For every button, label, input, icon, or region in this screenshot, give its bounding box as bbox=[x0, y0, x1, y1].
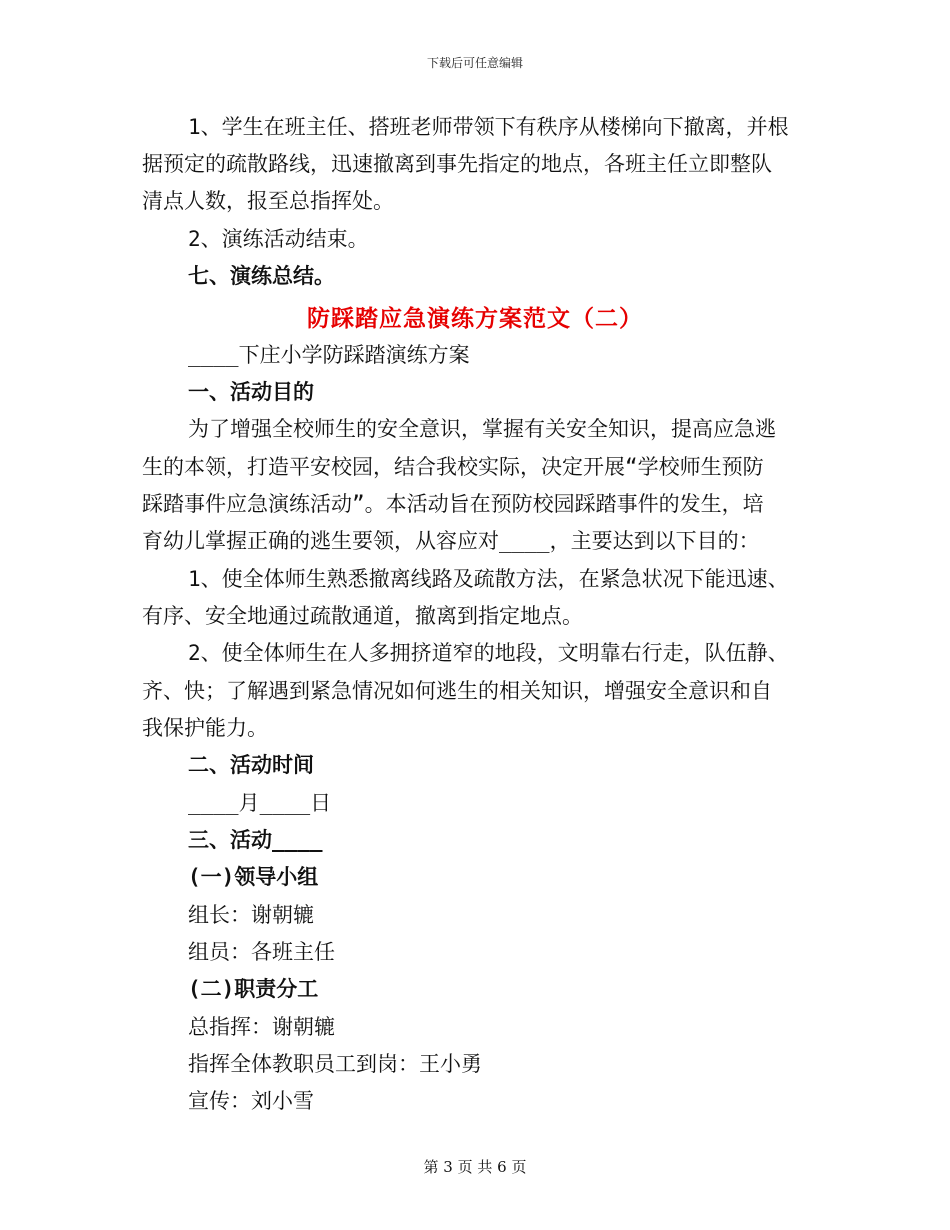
paragraph-line: 据预定的疏散路线，迅速撤离到事先指定的地点，各班主任立即整队 bbox=[142, 152, 772, 176]
section-heading: 二、活动时间 bbox=[188, 753, 314, 777]
paragraph-line: 育幼儿掌握正确的逃生要领，从容应对____，主要达到以下目的： bbox=[142, 529, 760, 553]
paragraph-line: 为了增强全校师生的安全意识，掌握有关安全知识，提高应急逃 bbox=[188, 417, 776, 441]
paragraph-line: 生的本领，打造平安校园，结合我校实际，决定开展“学校师生预防 bbox=[142, 455, 764, 479]
date-line: ____月____日 bbox=[188, 791, 332, 815]
list-item: 组员：各班主任 bbox=[188, 940, 335, 964]
paragraph-line: 2、演练活动结束。 bbox=[188, 227, 369, 251]
subsection-heading: (二)职责分工 bbox=[188, 977, 319, 1001]
subtitle-line: ____下庄小学防踩踏演练方案 bbox=[188, 343, 470, 367]
list-item: 总指挥：谢朝辘 bbox=[188, 1015, 335, 1039]
subsection-heading: (一)领导小组 bbox=[188, 865, 319, 889]
paragraph-line: 1、使全体师生熟悉撤离线路及疏散方法，在紧急状况下能迅速、 bbox=[188, 567, 789, 591]
list-item: 组长：谢朝辘 bbox=[188, 903, 314, 927]
list-item: 宣传：刘小雪 bbox=[188, 1089, 314, 1113]
paragraph-line: 有序、安全地通过疏散通道，撤离到指定地点。 bbox=[142, 604, 583, 628]
section-heading: 三、活动____ bbox=[188, 828, 323, 852]
section-heading: 一、活动目的 bbox=[188, 380, 314, 404]
paragraph-line: 2、使全体师生在人多拥挤道窄的地段，文明靠右行走，队伍静、 bbox=[188, 641, 789, 665]
header-note: 下载后可任意编辑 bbox=[426, 56, 523, 70]
page-footer: 第 3 页 共 6 页 bbox=[423, 1158, 527, 1176]
paragraph-line: 踩踏事件应急演练活动”。本活动旨在预防校园踩踏事件的发生，培 bbox=[142, 492, 764, 516]
paragraph-line: 1、学生在班主任、搭班老师带领下有秩序从楼梯向下撤离，并根 bbox=[188, 115, 789, 139]
document-title: 防踩踏应急演练方案范文（二） bbox=[307, 305, 643, 332]
paragraph-line: 清点人数，报至总指挥处。 bbox=[142, 189, 394, 213]
paragraph-line: 我保护能力。 bbox=[142, 716, 268, 740]
paragraph-line: 齐、快；了解遇到紧急情况如何逃生的相关知识，增强安全意识和自 bbox=[142, 679, 772, 703]
list-item: 指挥全体教职员工到岗：王小勇 bbox=[188, 1052, 482, 1076]
section-heading: 七、演练总结。 bbox=[188, 264, 335, 288]
